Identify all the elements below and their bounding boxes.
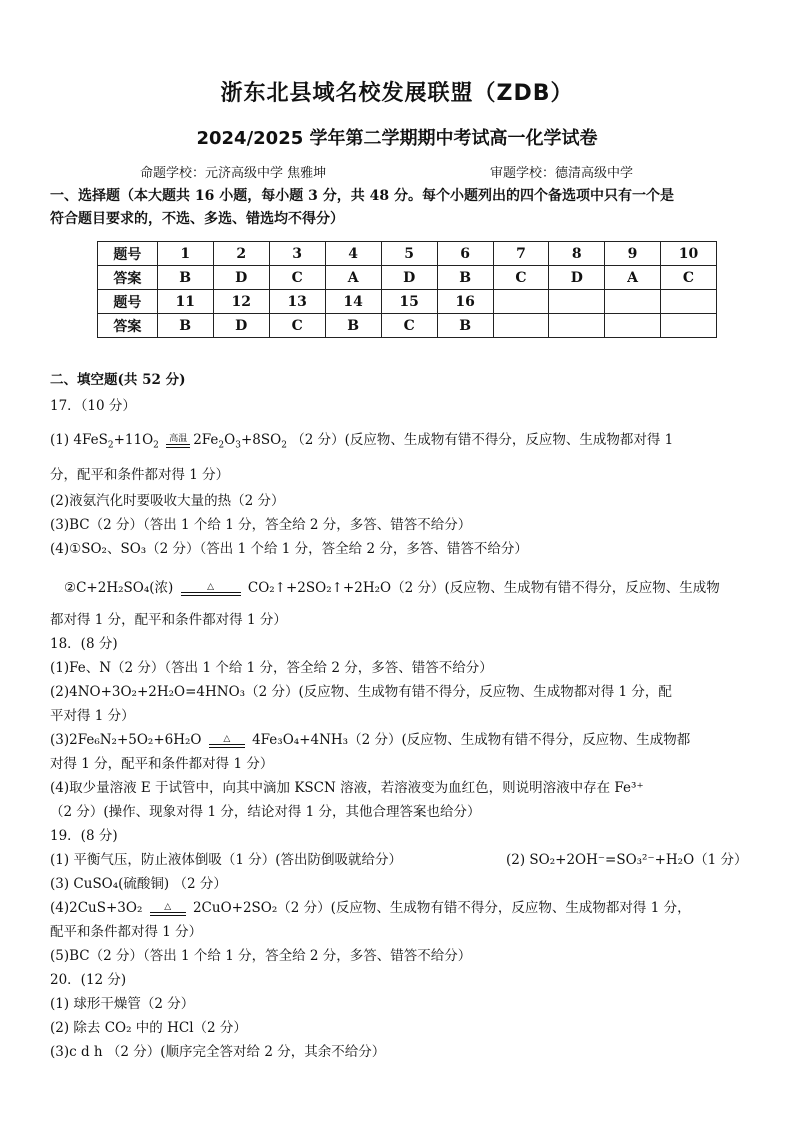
reaction-condition	[166, 434, 190, 448]
reviewer-info: 审题学校：德清高级中学	[490, 166, 634, 181]
table-cell: 12	[213, 290, 269, 314]
equals-bar	[150, 912, 186, 916]
q19-5: (5)BC（2 分）（答出 1 个给 1 分，答全给 2 分，多答、错答不给分）	[50, 948, 472, 964]
equals-bar	[181, 592, 241, 596]
section1-heading-line1: 一、选择题（本大题共 16 小题，每小题 3 分，共 48 分。每个小题列出的四个备选项中只有一个是	[50, 188, 674, 204]
equation-part: ②C+2H₂SO₄(浓)	[64, 580, 174, 596]
table-cell	[605, 314, 661, 338]
table-cell: A	[605, 266, 661, 290]
table-cell: B	[325, 314, 381, 338]
table-cell: C	[269, 266, 325, 290]
table-cell	[660, 290, 716, 314]
q18-1: (1)Fe、N（2 分）（答出 1 个给 1 分，答全给 2 分，多答、错答不给分）	[50, 660, 493, 676]
table-cell: A	[325, 266, 381, 290]
equals-bar	[166, 444, 190, 448]
table-cell: B	[437, 266, 493, 290]
q20-1: (1) 球形干燥管（2 分）	[50, 996, 195, 1012]
answer-label: 答案	[98, 266, 158, 290]
q17-1-equation: (1) $4FeS_2+11O_2$ 高温 $2Fe_2O_3+8SO_2$ （2 分）(反应物、生成物有错不得分，反应物、生成物都对得 1	[50, 432, 674, 451]
table-cell: C	[381, 314, 437, 338]
table-cell: 4	[325, 242, 381, 266]
q19-4-equation	[50, 896, 691, 916]
table-cell: D	[381, 266, 437, 290]
equation-part: +11O	[113, 432, 154, 448]
table-cell	[493, 314, 549, 338]
reaction-condition	[181, 582, 241, 596]
table-row	[98, 266, 717, 290]
subscript: 2	[153, 440, 159, 451]
subscript: 2	[107, 440, 114, 451]
table-cell: 5	[381, 242, 437, 266]
q20-2: (2) 除去 CO₂ 中的 HCl（2 分）	[50, 1020, 247, 1036]
equation-part: 4Fe₃O₄+4NH₃（2 分）(反应物、生成物有错不得分，反应物、生成物都	[252, 732, 691, 748]
q18-3-equation	[50, 728, 690, 748]
table-cell: 15	[381, 290, 437, 314]
table-cell	[660, 314, 716, 338]
table-cell: D	[213, 314, 269, 338]
equation-part: 2CuO+2SO₂（2 分）(反应物、生成物有错不得分，反应物、生成物都对得 1 分，	[192, 900, 691, 916]
table-cell: 14	[325, 290, 381, 314]
table-cell: 10	[660, 242, 716, 266]
table-cell: 9	[605, 242, 661, 266]
table-cell: 13	[269, 290, 325, 314]
table-cell: 8	[549, 242, 605, 266]
section1-heading-line2: 符合题目要求的，不选、多选、错选均不得分）	[50, 211, 344, 227]
question-label: 题号	[98, 242, 158, 266]
q17-2: (2)液氨汽化时要吸收大量的热（2 分）	[50, 493, 285, 509]
equation-part: (3)2Fe₆N₂+5O₂+6H₂O	[50, 732, 202, 748]
table-cell: 6	[437, 242, 493, 266]
equation-part: 2Fe	[193, 432, 219, 448]
q18-2-cont: 平对得 1 分）	[50, 708, 135, 724]
table-cell: B	[437, 314, 493, 338]
table-cell	[605, 290, 661, 314]
answer-table	[97, 241, 717, 338]
q18-4-cont: （2 分）(操作、现象对得 1 分，结论对得 1 分，其他合理答案也给分）	[50, 804, 481, 820]
table-row	[98, 242, 717, 266]
equation-part: CO₂↑+2SO₂↑+2H₂O（2 分）(反应物、生成物有错不得分，反应物、生成物	[247, 580, 720, 596]
table-cell: 3	[269, 242, 325, 266]
condition-label: △	[207, 581, 215, 592]
table-cell: C	[660, 266, 716, 290]
condition-label: △	[223, 733, 231, 744]
condition-label: 高温	[169, 433, 188, 444]
q18-4: (4)取少量溶液 E 于试管中，向其中滴加 KSCN 溶液，若溶液变为血红色，则说明溶液中存在 Fe³⁺	[50, 780, 644, 796]
table-cell: D	[549, 266, 605, 290]
table-row	[98, 314, 717, 338]
table-cell	[493, 290, 549, 314]
equation-part: (4)2CuS+3O₂	[50, 900, 143, 916]
page-subtitle: 2024/2025 学年第二学期期中考试高一化学试卷	[196, 128, 598, 149]
q17-3: (3)BC（2 分）（答出 1 个给 1 分，答全给 2 分，多答、错答不给分）	[50, 517, 472, 533]
q20-heading: 20．(12 分)	[50, 972, 127, 988]
section1-heading	[50, 185, 750, 231]
q19-4-cont: 配平和条件都对得 1 分）	[50, 924, 203, 940]
q17-4-2-cont: 都对得 1 分，配平和条件都对得 1 分）	[50, 612, 287, 628]
table-cell: C	[269, 314, 325, 338]
subscript: 3	[235, 440, 241, 451]
table-row	[98, 290, 717, 314]
equation-part: +8SO	[240, 432, 282, 448]
q19-heading: 19．(8 分)	[50, 828, 118, 844]
equation-part: (1) 4FeS	[50, 432, 108, 448]
table-cell: 11	[157, 290, 213, 314]
q18-2: (2)4NO+3O₂+2H₂O=4HNO₃（2 分）(反应物、生成物有错不得分，反应物、生成物都对得 1 分，配	[50, 684, 672, 700]
q18-heading: 18．(8 分)	[50, 636, 118, 652]
q17-4-2-equation	[64, 576, 720, 596]
q19-3: (3) CuSO₄(硫酸铜) （2 分）	[50, 876, 227, 892]
condition-label: △	[164, 901, 172, 912]
q17-1-cont: 分，配平和条件都对得 1 分）	[50, 467, 230, 483]
subscript: 2	[281, 440, 287, 451]
table-cell	[549, 290, 605, 314]
table-cell: B	[157, 314, 213, 338]
table-cell: 16	[437, 290, 493, 314]
page-title: 浙东北县域名校发展联盟（ZDB）	[220, 81, 574, 106]
q17-4-1: (4)①SO₂、SO₃（2 分）（答出 1 个给 1 分，答全给 2 分，多答、错答不给分）	[50, 541, 528, 557]
equals-bar	[209, 744, 245, 748]
question-label: 题号	[98, 290, 158, 314]
table-cell: C	[493, 266, 549, 290]
subscript: 2	[218, 440, 225, 451]
proposer-info: 命题学校：元济高级中学 焦雅坤	[140, 166, 327, 181]
table-cell: 7	[493, 242, 549, 266]
q17-heading: 17．（10 分）	[50, 398, 136, 414]
q18-3-cont: 对得 1 分，配平和条件都对得 1 分）	[50, 756, 274, 772]
section2-heading: 二、填空题(共 52 分)	[50, 372, 186, 388]
q19-2: (2) SO₂+2OH⁻=SO₃²⁻+H₂O（1 分）	[506, 852, 748, 868]
q20-3: (3)c d h （2 分）(顺序完全答对给 2 分，其余不给分）	[50, 1044, 386, 1060]
reaction-condition	[209, 734, 245, 748]
reaction-condition	[150, 902, 186, 916]
table-cell: D	[213, 266, 269, 290]
grading-note: （2 分）(反应物、生成物有错不得分，反应物、生成物都对得 1	[291, 432, 674, 448]
table-cell: 2	[213, 242, 269, 266]
table-cell: 1	[157, 242, 213, 266]
table-cell: B	[157, 266, 213, 290]
q19-1: (1) 平衡气压，防止液体倒吸（1 分）(答出防倒吸就给分）	[50, 852, 403, 868]
table-cell	[549, 314, 605, 338]
answer-label: 答案	[98, 314, 158, 338]
